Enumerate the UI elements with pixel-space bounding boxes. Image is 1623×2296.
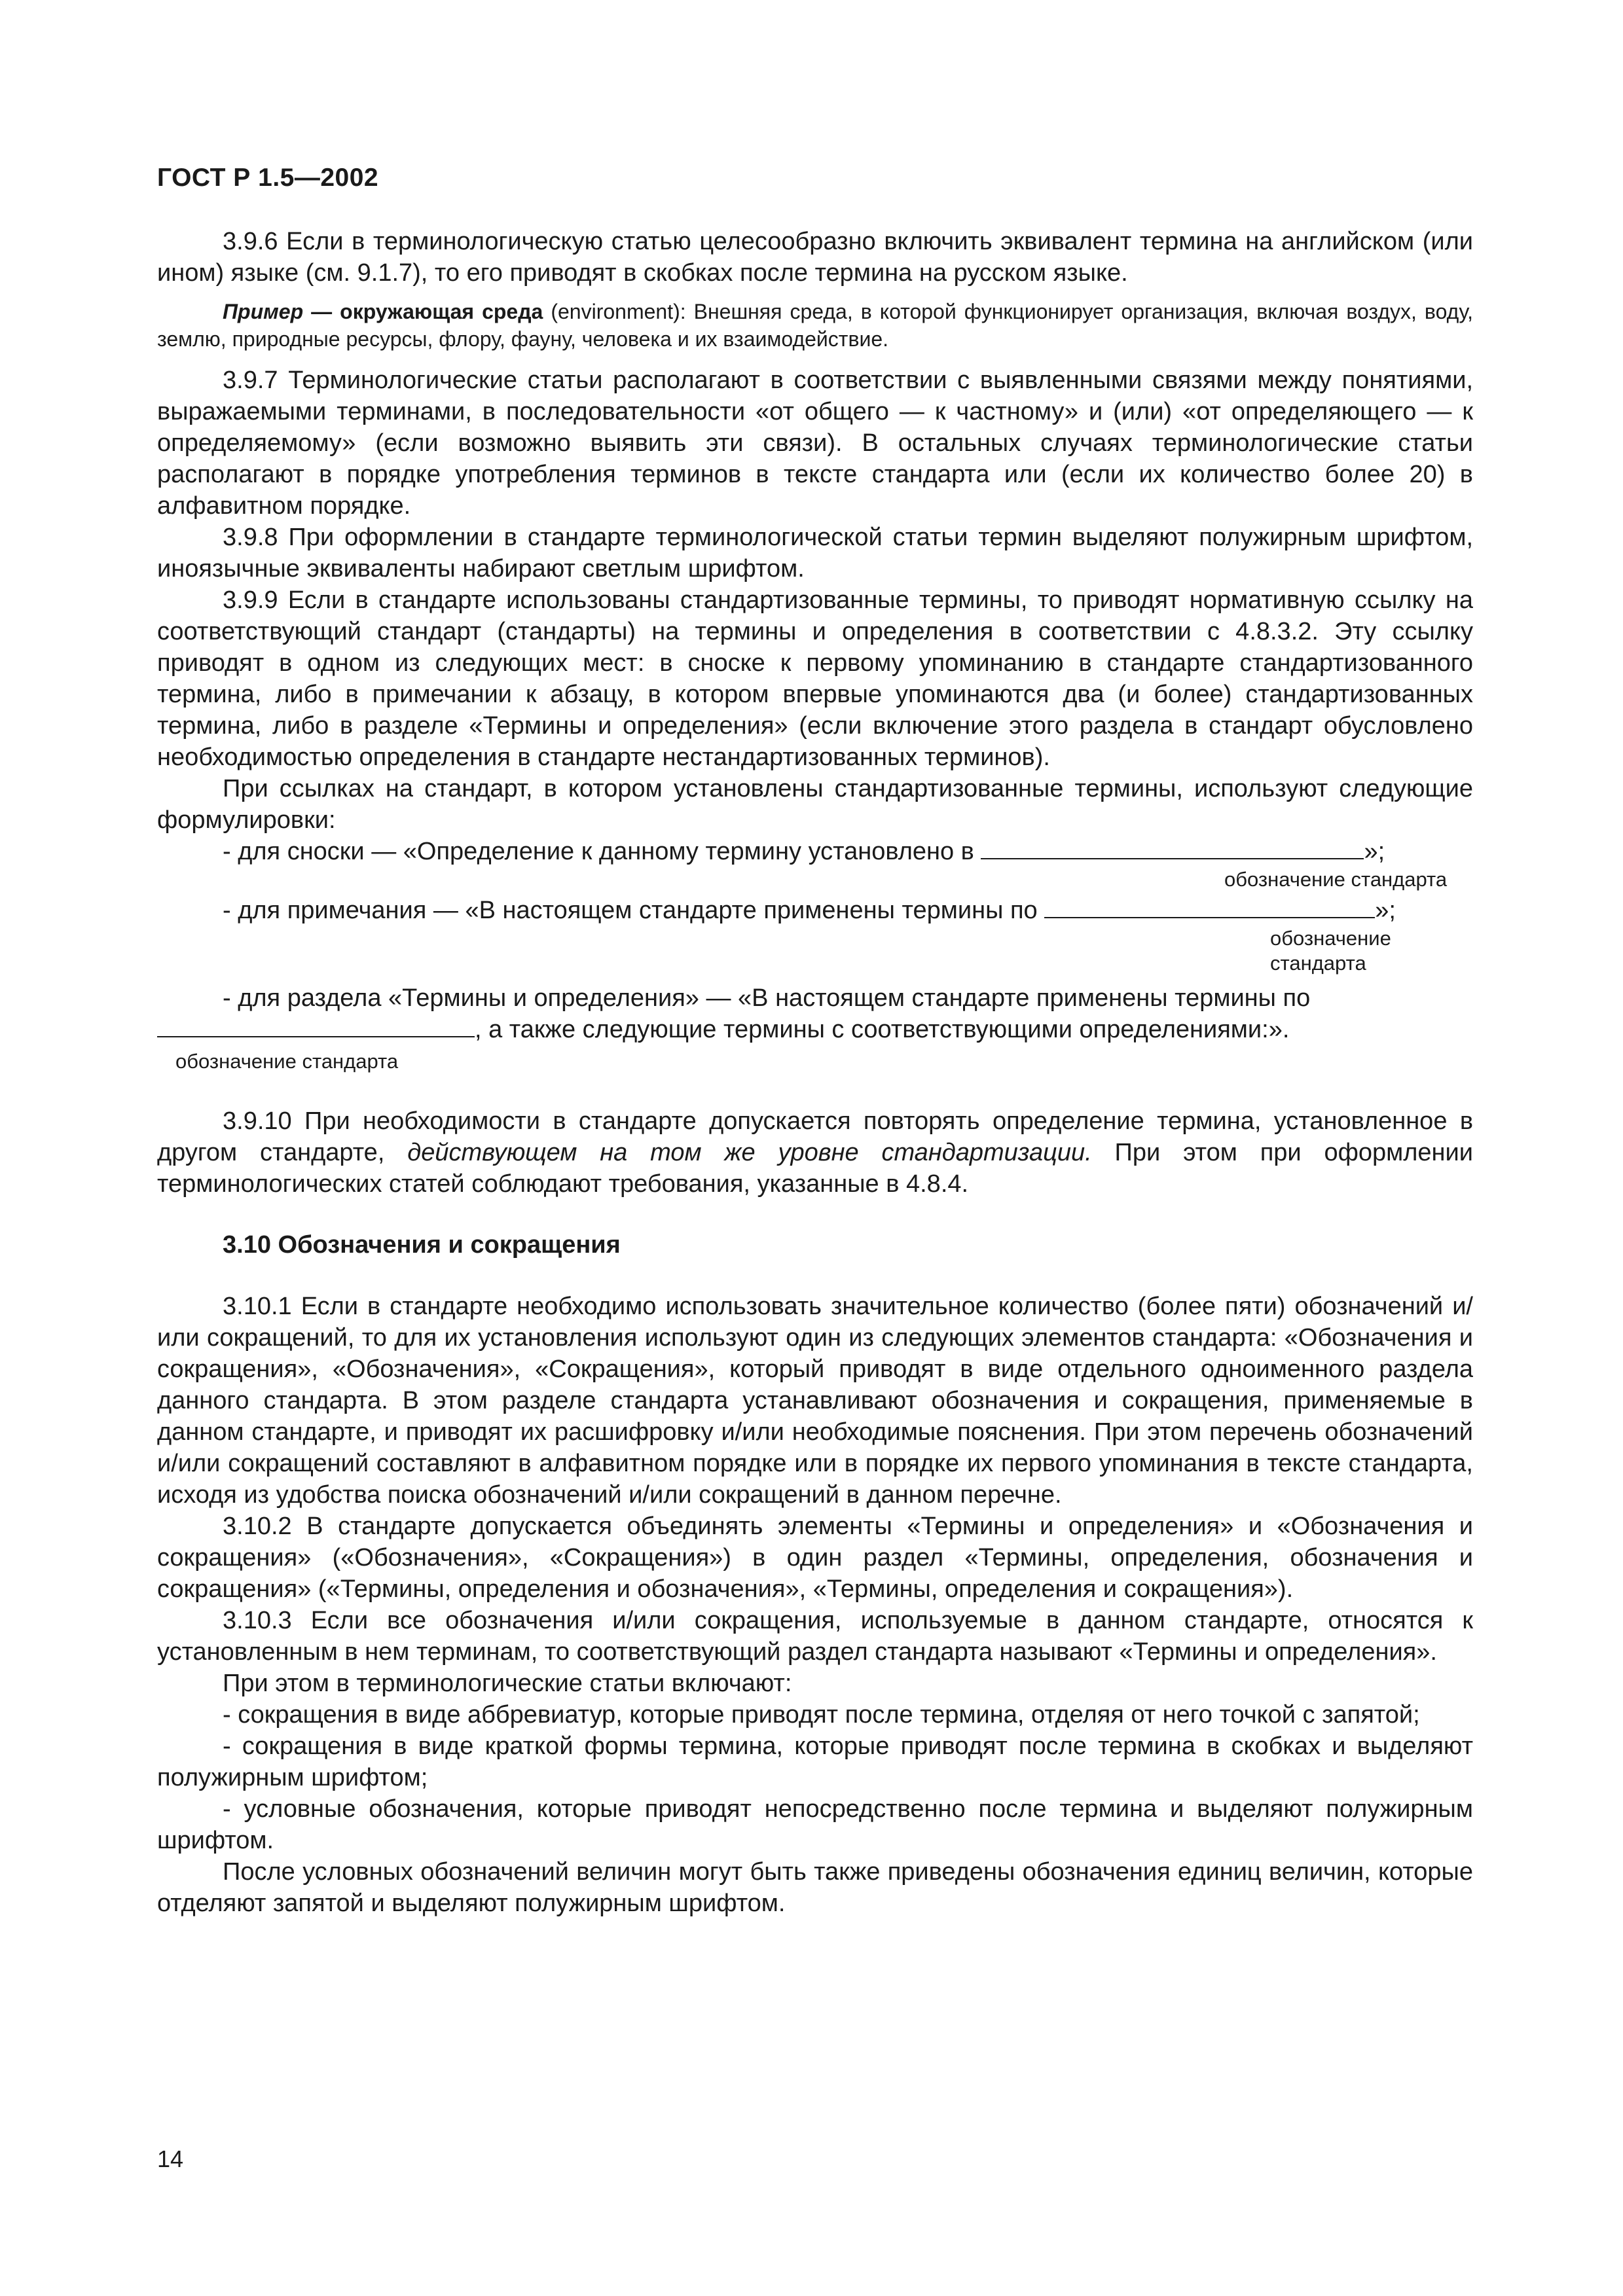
example-term: окружающая среда xyxy=(340,300,543,323)
formula-footnote-blank xyxy=(981,838,1364,859)
formula-footnote-caption: обозначение стандарта xyxy=(1224,868,1448,891)
p3910-before: 3.9.10 При необходимости в стандарте допускается повторять определение термина, установленное в другом стандарте, xyxy=(157,1107,1473,1166)
list-item-symbols: - условные обозначения, которые приводят непосредственно после термина и выделяют полужирным шрифтом. xyxy=(157,1795,1473,1854)
paragraph-3-9-8: 3.9.8 При оформлении в стандарте терминологической статьи термин выделяют полужирным шрифтом, иноязычные эквиваленты набирают светлым шрифтом. xyxy=(157,524,1473,583)
paragraph-3-10-3: 3.10.3 Если все обозначения и/или сокращения, используемые в данном стандарте, относятся к установленным в нем терминам, то соответствующий раздел стандарта называют «Термины и определения». xyxy=(157,1607,1473,1666)
page-number: 14 xyxy=(157,2145,184,2172)
example-definition: (environment): Внешняя среда, в которой функционирует организация, включая воздух, воду, землю, природные ресурсы, флору, фауну, человека и их взаимодействие. xyxy=(157,300,1474,351)
formula-note-text: - для примечания — «В настоящем стандарте применены термины по xyxy=(223,897,1038,924)
paragraph-3-10-3-intro: При этом в терминологические статьи включают: xyxy=(223,1670,792,1697)
formula-footnote xyxy=(157,836,1473,892)
p3910-italic: действующем на том же уровне стандартизации. xyxy=(407,1139,1092,1166)
formula-footnote-end: »; xyxy=(1364,838,1385,865)
paragraph-3-9-10 xyxy=(157,1105,1473,1200)
example-note xyxy=(157,298,1473,353)
paragraph-3-9-9: 3.9.9 Если в стандарте использованы стандартизованные термины, то приводят нормативную ссылку на соответствующий стандарт (стандарты) на термины и определения в соответствии с 4.8.3.2. Эту ссылку приводят в одном из следующих мест: в сноске к первому упоминанию в стандарте стандартизованного термина, либо в примечании к абзацу, в котором впервые упоминаются два (и более) стандартизованных термина, либо в разделе «Термины и определения» (если включение этого раздела в стандарт обусловлено необходимостью определения в стандарте нестандартизованных терминов). xyxy=(157,586,1473,771)
formula-note-blank xyxy=(1044,897,1375,918)
formula-section-end: , а также следующие термины с соответствующими определениями:». xyxy=(475,1016,1290,1043)
section-3-10-title: 3.10 Обозначения и сокращения xyxy=(223,1231,621,1259)
formula-section-blank xyxy=(157,1016,475,1037)
paragraph-3-10-1: 3.10.1 Если в стандарте необходимо использовать значительное количество (более пяти) обозначений и/или сокращений, то для их установления используют один из следующих элементов стандарта: «Обозначения и сокращения», «Обозначения», «Сокращения», который приводят в виде отдельного одноименного раздела данного стандарта. В этом разделе стандарта устанавливают обозначения и сокращения, применяемые в данном стандарте, и приводят их расшифровку и/или необходимые пояснения. При этом перечень обозначений и/или сокращений составляют в алфавитном порядке или в порядке их первого упоминания в тексте стандарта, исходя из удобства поиска обозначений и/или сокращений в данном перечне. xyxy=(157,1293,1473,1509)
formula-section xyxy=(157,982,1473,1074)
formula-note xyxy=(157,895,1473,976)
paragraph-3-10-2: 3.10.2 В стандарте допускается объединять элементы «Термины и определения» и «Обозначения и сокращения» («Обозначения», «Сокращения») в один раздел «Термины, определения, обозначения и сокращения» («Термины, определения и обозначения», «Термины, определения и сокращения»). xyxy=(157,1513,1473,1603)
formula-footnote-text: - для сноски — «Определение к данному термину установлено в xyxy=(223,838,974,865)
example-dash: — xyxy=(303,300,340,323)
paragraph-3-9-7: 3.9.7 Терминологические статьи располагают в соответствии с выявленными связями между понятиями, выражаемыми терминами, в последовательности «от общего — к частному» и (или) «от определяющего — к определяемому» (если возможно выявить эти связи). В остальных случаях терминологические статьи располагают в порядке употребления терминов в тексте стандарта или (если их количество более 20) в алфавитном порядке. xyxy=(157,367,1473,520)
list-item-abbreviations: - сокращения в виде аббревиатур, которые приводят после термина, отделяя от него точкой с запятой; xyxy=(223,1701,1420,1729)
formula-note-caption: обозначение стандарта xyxy=(1270,927,1391,975)
document-header: ГОСТ Р 1.5—2002 xyxy=(157,164,379,192)
example-label: Пример xyxy=(223,300,304,323)
document-body xyxy=(157,226,1473,1919)
paragraph-3-9-6: 3.9.6 Если в терминологическую статью целесообразно включить эквивалент термина на английском (или ином) языке (см. 9.1.7), то его приводят в скобках после термина на русском языке. xyxy=(157,228,1473,287)
list-item-short-forms: - сокращения в виде краткой формы термина, которые приводят после термина в скобках и выделяют полужирным шрифтом; xyxy=(157,1732,1473,1791)
p3910-after: При этом при оформлении терминологических статей соблюдают требования, указанные в 4.8.4. xyxy=(157,1139,1474,1198)
formula-section-text: - для раздела «Термины и определения» — «В настоящем стандарте применены термины по xyxy=(223,984,1311,1012)
paragraph-3-10-3-final: После условных обозначений величин могут быть также приведены обозначения единиц величин, которые отделяют запятой и выделяют полужирным шрифтом. xyxy=(157,1858,1473,1917)
formulas-intro: При ссылках на стандарт, в котором установлены стандартизованные термины, используют следующие формулировки: xyxy=(157,775,1473,834)
formula-section-caption: обозначение стандарта xyxy=(175,1050,399,1073)
formula-note-end: »; xyxy=(1375,897,1396,924)
